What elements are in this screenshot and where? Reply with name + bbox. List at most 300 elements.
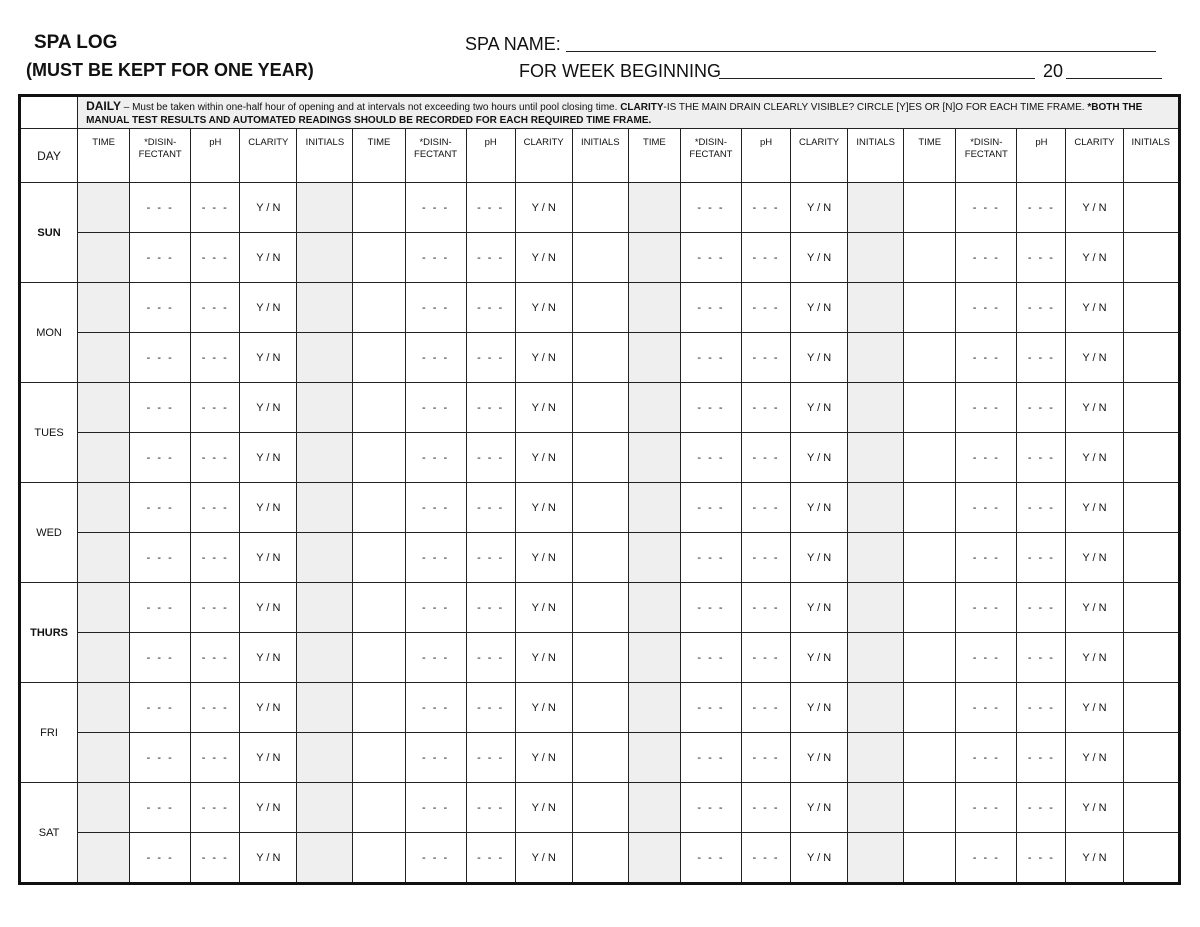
disinfectant-cell[interactable]: - - - [130, 183, 191, 233]
disinfectant-cell[interactable]: - - - [405, 583, 466, 633]
disinfectant-cell[interactable]: - - - [680, 283, 741, 333]
clarity-yes-no-cell[interactable]: Y / N [1066, 533, 1123, 583]
clarity-yes-no-cell[interactable]: Y / N [1066, 583, 1123, 633]
time-cell[interactable] [78, 233, 130, 283]
week-beginning-field[interactable] [719, 78, 1035, 79]
clarity-yes-no-cell[interactable]: Y / N [791, 333, 848, 383]
clarity-yes-no-cell[interactable]: Y / N [791, 533, 848, 583]
disinfectant-cell[interactable]: - - - [405, 183, 466, 233]
ph-cell[interactable]: - - - [191, 833, 240, 884]
time-column-header: TIME [904, 129, 956, 183]
disinfectant-cell[interactable]: - - - [680, 233, 741, 283]
ph-cell[interactable]: - - - [466, 283, 515, 333]
clarity-yes-no-cell[interactable]: Y / N [515, 783, 572, 833]
clarity-yes-no-cell[interactable]: Y / N [515, 733, 572, 783]
ph-cell[interactable]: - - - [741, 433, 790, 483]
time-cell[interactable] [353, 733, 405, 783]
time-cell[interactable] [904, 383, 956, 433]
ph-cell[interactable]: - - - [1017, 533, 1066, 583]
time-cell[interactable] [353, 833, 405, 884]
spa-name-field[interactable] [566, 51, 1156, 52]
ph-cell[interactable]: - - - [1017, 233, 1066, 283]
time-cell[interactable] [628, 783, 680, 833]
time-cell[interactable] [628, 833, 680, 884]
ph-cell[interactable]: - - - [466, 333, 515, 383]
day-label-tues: TUES [20, 383, 78, 483]
time-cell[interactable] [78, 333, 130, 383]
clarity-yes-no-cell[interactable]: Y / N [1066, 633, 1123, 683]
ph-cell[interactable]: - - - [741, 333, 790, 383]
initials-cell[interactable] [572, 583, 628, 633]
time-cell[interactable] [904, 833, 956, 884]
initials-cell[interactable] [848, 833, 904, 884]
disinfectant-cell[interactable]: - - - [680, 583, 741, 633]
initials-cell[interactable] [572, 283, 628, 333]
ph-cell[interactable]: - - - [741, 633, 790, 683]
time-cell[interactable] [353, 183, 405, 233]
clarity-yes-no-cell[interactable]: Y / N [791, 583, 848, 633]
time-cell[interactable] [904, 183, 956, 233]
initials-cell[interactable] [572, 483, 628, 533]
initials-cell[interactable] [848, 233, 904, 283]
clarity-yes-no-cell[interactable]: Y / N [791, 733, 848, 783]
time-cell[interactable] [628, 433, 680, 483]
disinfectant-cell[interactable]: - - - [130, 533, 191, 583]
initials-cell[interactable] [1123, 183, 1180, 233]
ph-cell[interactable]: - - - [466, 833, 515, 884]
initials-cell[interactable] [848, 433, 904, 483]
clarity-yes-no-cell[interactable]: Y / N [240, 283, 297, 333]
initials-cell[interactable] [848, 383, 904, 433]
clarity-yes-no-cell[interactable]: Y / N [240, 333, 297, 383]
clarity-yes-no-cell[interactable]: Y / N [791, 783, 848, 833]
time-cell[interactable] [904, 783, 956, 833]
disinfectant-column-header [405, 129, 466, 183]
clarity-yes-no-cell[interactable]: Y / N [1066, 183, 1123, 233]
disinfectant-cell[interactable]: - - - [405, 683, 466, 733]
disinfectant-cell[interactable]: - - - [956, 333, 1017, 383]
disinfectant-cell[interactable]: - - - [405, 833, 466, 884]
time-cell[interactable] [78, 533, 130, 583]
time-cell[interactable] [78, 783, 130, 833]
time-cell[interactable] [628, 183, 680, 233]
clarity-yes-no-cell[interactable]: Y / N [515, 633, 572, 683]
clarity-yes-no-cell[interactable]: Y / N [515, 333, 572, 383]
time-cell[interactable] [628, 483, 680, 533]
initials-column-header: INITIALS [848, 129, 904, 183]
ph-cell[interactable]: - - - [1017, 183, 1066, 233]
initials-cell[interactable] [572, 783, 628, 833]
disinfectant-cell[interactable]: - - - [956, 483, 1017, 533]
initials-cell[interactable] [1123, 633, 1180, 683]
ph-cell[interactable]: - - - [191, 733, 240, 783]
initials-cell[interactable] [1123, 333, 1180, 383]
clarity-yes-no-cell[interactable]: Y / N [515, 433, 572, 483]
time-cell[interactable] [628, 683, 680, 733]
ph-cell[interactable]: - - - [191, 333, 240, 383]
ph-cell[interactable]: - - - [191, 283, 240, 333]
clarity-yes-no-cell[interactable]: Y / N [791, 383, 848, 433]
initials-cell[interactable] [1123, 283, 1180, 333]
clarity-yes-no-cell[interactable]: Y / N [240, 633, 297, 683]
time-cell[interactable] [353, 433, 405, 483]
clarity-yes-no-cell[interactable]: Y / N [1066, 333, 1123, 383]
time-cell[interactable] [904, 233, 956, 283]
clarity-yes-no-cell[interactable]: Y / N [240, 783, 297, 833]
disinfectant-cell[interactable]: - - - [130, 483, 191, 533]
clarity-yes-no-cell[interactable]: Y / N [791, 483, 848, 533]
disinfectant-cell[interactable]: - - - [680, 183, 741, 233]
ph-cell[interactable]: - - - [466, 383, 515, 433]
ph-cell[interactable]: - - - [191, 433, 240, 483]
initials-cell[interactable] [297, 233, 353, 283]
ph-cell[interactable]: - - - [741, 283, 790, 333]
initials-cell[interactable] [297, 533, 353, 583]
disinfectant-cell[interactable]: - - - [956, 783, 1017, 833]
ph-cell[interactable]: - - - [1017, 333, 1066, 383]
disinfectant-cell[interactable]: - - - [130, 733, 191, 783]
time-cell[interactable] [353, 633, 405, 683]
disinfectant-cell[interactable]: - - - [405, 783, 466, 833]
disinfectant-cell[interactable]: - - - [405, 283, 466, 333]
ph-cell[interactable]: - - - [1017, 433, 1066, 483]
initials-cell[interactable] [1123, 683, 1180, 733]
time-cell[interactable] [628, 283, 680, 333]
ph-cell[interactable]: - - - [741, 733, 790, 783]
initials-cell[interactable] [848, 183, 904, 233]
clarity-yes-no-cell[interactable]: Y / N [240, 433, 297, 483]
day-label-sun: SUN [20, 183, 78, 283]
initials-cell[interactable] [572, 433, 628, 483]
disinfectant-column-header [956, 129, 1017, 183]
ph-cell[interactable]: - - - [466, 433, 515, 483]
disinfectant-cell[interactable]: - - - [405, 333, 466, 383]
disinfectant-cell[interactable]: - - - [680, 333, 741, 383]
ph-cell[interactable]: - - - [741, 533, 790, 583]
ph-cell[interactable]: - - - [741, 833, 790, 884]
disinfectant-cell[interactable]: - - - [130, 283, 191, 333]
time-cell[interactable] [78, 833, 130, 884]
ph-cell[interactable]: - - - [466, 233, 515, 283]
disinfectant-cell[interactable]: - - - [405, 383, 466, 433]
disinfectant-cell[interactable]: - - - [956, 433, 1017, 483]
ph-cell[interactable]: - - - [191, 383, 240, 433]
initials-cell[interactable] [572, 733, 628, 783]
initials-cell[interactable] [297, 333, 353, 383]
ph-cell[interactable]: - - - [741, 183, 790, 233]
ph-cell[interactable]: - - - [1017, 633, 1066, 683]
time-cell[interactable] [628, 533, 680, 583]
ph-cell[interactable]: - - - [1017, 833, 1066, 884]
ph-cell[interactable]: - - - [191, 783, 240, 833]
initials-cell[interactable] [297, 583, 353, 633]
clarity-yes-no-cell[interactable]: Y / N [791, 433, 848, 483]
time-cell[interactable] [353, 233, 405, 283]
time-cell[interactable] [78, 183, 130, 233]
disinfectant-cell[interactable]: - - - [405, 233, 466, 283]
initials-cell[interactable] [572, 633, 628, 683]
initials-cell[interactable] [848, 683, 904, 733]
column-header-row [20, 129, 1180, 183]
clarity-yes-no-cell[interactable]: Y / N [1066, 733, 1123, 783]
disinfectant-cell[interactable]: - - - [680, 533, 741, 583]
initials-cell[interactable] [297, 733, 353, 783]
time-cell[interactable] [904, 633, 956, 683]
disinfectant-cell[interactable]: - - - [956, 183, 1017, 233]
disinfectant-cell[interactable]: - - - [680, 683, 741, 733]
disinfectant-cell[interactable]: - - - [680, 833, 741, 884]
disinfectant-cell[interactable]: - - - [956, 233, 1017, 283]
ph-cell[interactable]: - - - [191, 633, 240, 683]
time-cell[interactable] [78, 433, 130, 483]
initials-cell[interactable] [297, 783, 353, 833]
clarity-text: -IS THE MAIN DRAIN CLEARLY VISIBLE? CIRCLE [Y]ES OR [N]O FOR EACH TIME FRAME. [663, 102, 1088, 113]
ph-cell[interactable]: - - - [466, 533, 515, 583]
time-cell[interactable] [904, 583, 956, 633]
corner-cell [20, 96, 78, 129]
initials-cell[interactable] [848, 333, 904, 383]
disinfectant-cell[interactable]: - - - [405, 483, 466, 533]
initials-cell[interactable] [572, 383, 628, 433]
ph-cell[interactable]: - - - [1017, 583, 1066, 633]
ph-cell[interactable]: - - - [741, 383, 790, 433]
ph-cell[interactable]: - - - [741, 783, 790, 833]
initials-cell[interactable] [1123, 433, 1180, 483]
clarity-yes-no-cell[interactable]: Y / N [240, 683, 297, 733]
initials-cell[interactable] [297, 633, 353, 683]
disinfectant-cell[interactable]: - - - [405, 433, 466, 483]
disinfectant-cell[interactable]: - - - [680, 733, 741, 783]
ph-cell[interactable]: - - - [466, 183, 515, 233]
disinfectant-cell[interactable]: - - - [956, 633, 1017, 683]
initials-cell[interactable] [297, 283, 353, 333]
time-cell[interactable] [353, 583, 405, 633]
clarity-yes-no-cell[interactable]: Y / N [1066, 833, 1123, 884]
ph-cell[interactable]: - - - [1017, 383, 1066, 433]
time-cell[interactable] [353, 283, 405, 333]
time-cell[interactable] [904, 433, 956, 483]
ph-cell[interactable]: - - - [1017, 733, 1066, 783]
time-cell[interactable] [353, 783, 405, 833]
initials-cell[interactable] [848, 633, 904, 683]
initials-cell[interactable] [1123, 833, 1180, 884]
initials-cell[interactable] [1123, 483, 1180, 533]
initials-cell[interactable] [848, 733, 904, 783]
initials-cell[interactable] [297, 683, 353, 733]
year-field[interactable] [1066, 78, 1162, 79]
disinfectant-cell[interactable]: - - - [956, 733, 1017, 783]
clarity-yes-no-cell[interactable]: Y / N [515, 583, 572, 633]
clarity-yes-no-cell[interactable]: Y / N [240, 833, 297, 884]
clarity-yes-no-cell[interactable]: Y / N [515, 283, 572, 333]
initials-cell[interactable] [572, 683, 628, 733]
time-cell[interactable] [78, 583, 130, 633]
clarity-yes-no-cell[interactable]: Y / N [240, 483, 297, 533]
clarity-yes-no-cell[interactable]: Y / N [240, 183, 297, 233]
initials-cell[interactable] [848, 283, 904, 333]
disinfectant-cell[interactable]: - - - [130, 833, 191, 884]
clarity-yes-no-cell[interactable]: Y / N [1066, 233, 1123, 283]
time-cell[interactable] [78, 633, 130, 683]
clarity-yes-no-cell[interactable]: Y / N [1066, 483, 1123, 533]
initials-cell[interactable] [1123, 583, 1180, 633]
spa-log-table [18, 94, 1181, 885]
disinfectant-cell[interactable]: - - - [130, 783, 191, 833]
time-cell[interactable] [78, 283, 130, 333]
time-cell[interactable] [628, 333, 680, 383]
disinfectant-cell[interactable]: - - - [405, 633, 466, 683]
time-cell[interactable] [904, 333, 956, 383]
clarity-yes-no-cell[interactable]: Y / N [791, 283, 848, 333]
clarity-yes-no-cell[interactable]: Y / N [515, 833, 572, 884]
disinfectant-cell[interactable]: - - - [956, 683, 1017, 733]
time-cell[interactable] [904, 483, 956, 533]
initials-cell[interactable] [572, 233, 628, 283]
time-cell[interactable] [904, 533, 956, 583]
initials-cell[interactable] [1123, 533, 1180, 583]
disinfectant-cell[interactable]: - - - [956, 583, 1017, 633]
ph-cell[interactable]: - - - [466, 633, 515, 683]
ph-cell[interactable]: - - - [466, 583, 515, 633]
initials-cell[interactable] [1123, 783, 1180, 833]
initials-cell[interactable] [297, 383, 353, 433]
clarity-yes-no-cell[interactable]: Y / N [791, 183, 848, 233]
clarity-yes-no-cell[interactable]: Y / N [515, 483, 572, 533]
disinfectant-cell[interactable]: - - - [405, 533, 466, 583]
week-beginning-label: FOR WEEK BEGINNING [519, 61, 722, 81]
ph-cell[interactable]: - - - [1017, 783, 1066, 833]
initials-cell[interactable] [848, 483, 904, 533]
clarity-yes-no-cell[interactable]: Y / N [791, 833, 848, 884]
initials-cell[interactable] [848, 583, 904, 633]
clarity-yes-no-cell[interactable]: Y / N [515, 233, 572, 283]
time-cell[interactable] [353, 533, 405, 583]
day-label-thurs: THURS [20, 583, 78, 683]
time-cell[interactable] [628, 733, 680, 783]
initials-cell[interactable] [572, 533, 628, 583]
ph-cell[interactable]: - - - [741, 683, 790, 733]
ph-cell[interactable]: - - - [191, 233, 240, 283]
initials-cell[interactable] [1123, 233, 1180, 283]
ph-cell[interactable]: - - - [191, 583, 240, 633]
time-cell[interactable] [353, 683, 405, 733]
disinfectant-cell[interactable]: - - - [956, 833, 1017, 884]
initials-cell[interactable] [572, 833, 628, 884]
disinfectant-cell[interactable]: - - - [130, 383, 191, 433]
disinfectant-cell[interactable]: - - - [405, 733, 466, 783]
clarity-yes-no-cell[interactable]: Y / N [240, 233, 297, 283]
time-cell[interactable] [78, 483, 130, 533]
disinfectant-cell[interactable]: - - - [956, 533, 1017, 583]
initials-cell[interactable] [1123, 383, 1180, 433]
ph-cell[interactable]: - - - [191, 483, 240, 533]
ph-cell[interactable]: - - - [1017, 283, 1066, 333]
clarity-yes-no-cell[interactable]: Y / N [1066, 683, 1123, 733]
clarity-yes-no-cell[interactable]: Y / N [1066, 433, 1123, 483]
time-cell[interactable] [904, 733, 956, 783]
disinfectant-cell[interactable]: - - - [130, 633, 191, 683]
initials-cell[interactable] [297, 183, 353, 233]
time-cell[interactable] [628, 233, 680, 283]
ph-cell[interactable]: - - - [466, 783, 515, 833]
disinfectant-cell[interactable]: - - - [680, 383, 741, 433]
initials-cell[interactable] [848, 533, 904, 583]
ph-cell[interactable]: - - - [191, 533, 240, 583]
initials-cell[interactable] [297, 483, 353, 533]
ph-cell[interactable]: - - - [191, 183, 240, 233]
clarity-yes-no-cell[interactable]: Y / N [240, 583, 297, 633]
ph-column-header: pH [466, 129, 515, 183]
initials-cell[interactable] [572, 333, 628, 383]
disinfectant-cell[interactable]: - - - [680, 433, 741, 483]
disinfectant-cell[interactable]: - - - [680, 483, 741, 533]
initials-cell[interactable] [297, 833, 353, 884]
clarity-yes-no-cell[interactable]: Y / N [1066, 783, 1123, 833]
disinfectant-cell[interactable]: - - - [130, 683, 191, 733]
clarity-yes-no-cell[interactable]: Y / N [791, 233, 848, 283]
initials-cell[interactable] [1123, 733, 1180, 783]
clarity-yes-no-cell[interactable]: Y / N [1066, 283, 1123, 333]
ph-cell[interactable]: - - - [466, 483, 515, 533]
initials-cell[interactable] [848, 783, 904, 833]
ph-cell[interactable]: - - - [1017, 683, 1066, 733]
clarity-yes-no-cell[interactable]: Y / N [240, 533, 297, 583]
disinfectant-cell[interactable]: - - - [130, 333, 191, 383]
ph-cell[interactable]: - - - [191, 683, 240, 733]
time-cell[interactable] [78, 733, 130, 783]
time-cell[interactable] [904, 283, 956, 333]
clarity-yes-no-cell[interactable]: Y / N [1066, 383, 1123, 433]
ph-cell[interactable]: - - - [466, 733, 515, 783]
clarity-yes-no-cell[interactable]: Y / N [515, 683, 572, 733]
clarity-yes-no-cell[interactable]: Y / N [791, 633, 848, 683]
clarity-yes-no-cell[interactable]: Y / N [240, 383, 297, 433]
log-row-fri [20, 683, 1180, 733]
time-cell[interactable] [353, 333, 405, 383]
clarity-yes-no-cell[interactable]: Y / N [791, 683, 848, 733]
time-cell[interactable] [904, 683, 956, 733]
clarity-yes-no-cell[interactable]: Y / N [240, 733, 297, 783]
disinfectant-cell[interactable]: - - - [130, 583, 191, 633]
disinfectant-cell[interactable]: - - - [956, 283, 1017, 333]
clarity-yes-no-cell[interactable]: Y / N [515, 183, 572, 233]
day-label-sat: SAT [20, 783, 78, 884]
ph-cell[interactable]: - - - [466, 683, 515, 733]
time-cell[interactable] [353, 483, 405, 533]
ph-cell[interactable]: - - - [741, 233, 790, 283]
initials-column-header: INITIALS [572, 129, 628, 183]
disinfectant-cell[interactable]: - - - [680, 633, 741, 683]
clarity-yes-no-cell[interactable]: Y / N [515, 383, 572, 433]
disinfectant-cell[interactable]: - - - [956, 383, 1017, 433]
disinfectant-header-line1: *DISIN- [694, 137, 728, 148]
ph-cell[interactable]: - - - [741, 583, 790, 633]
time-cell[interactable] [628, 583, 680, 633]
initials-cell[interactable] [297, 433, 353, 483]
ph-cell[interactable]: - - - [741, 483, 790, 533]
time-cell[interactable] [628, 633, 680, 683]
time-cell[interactable] [78, 383, 130, 433]
ph-cell[interactable]: - - - [1017, 483, 1066, 533]
clarity-yes-no-cell[interactable]: Y / N [515, 533, 572, 583]
disinfectant-cell[interactable]: - - - [130, 433, 191, 483]
disinfectant-cell[interactable]: - - - [130, 233, 191, 283]
time-cell[interactable] [78, 683, 130, 733]
time-cell[interactable] [353, 383, 405, 433]
disinfectant-cell[interactable]: - - - [680, 783, 741, 833]
time-cell[interactable] [628, 383, 680, 433]
initials-cell[interactable] [572, 183, 628, 233]
